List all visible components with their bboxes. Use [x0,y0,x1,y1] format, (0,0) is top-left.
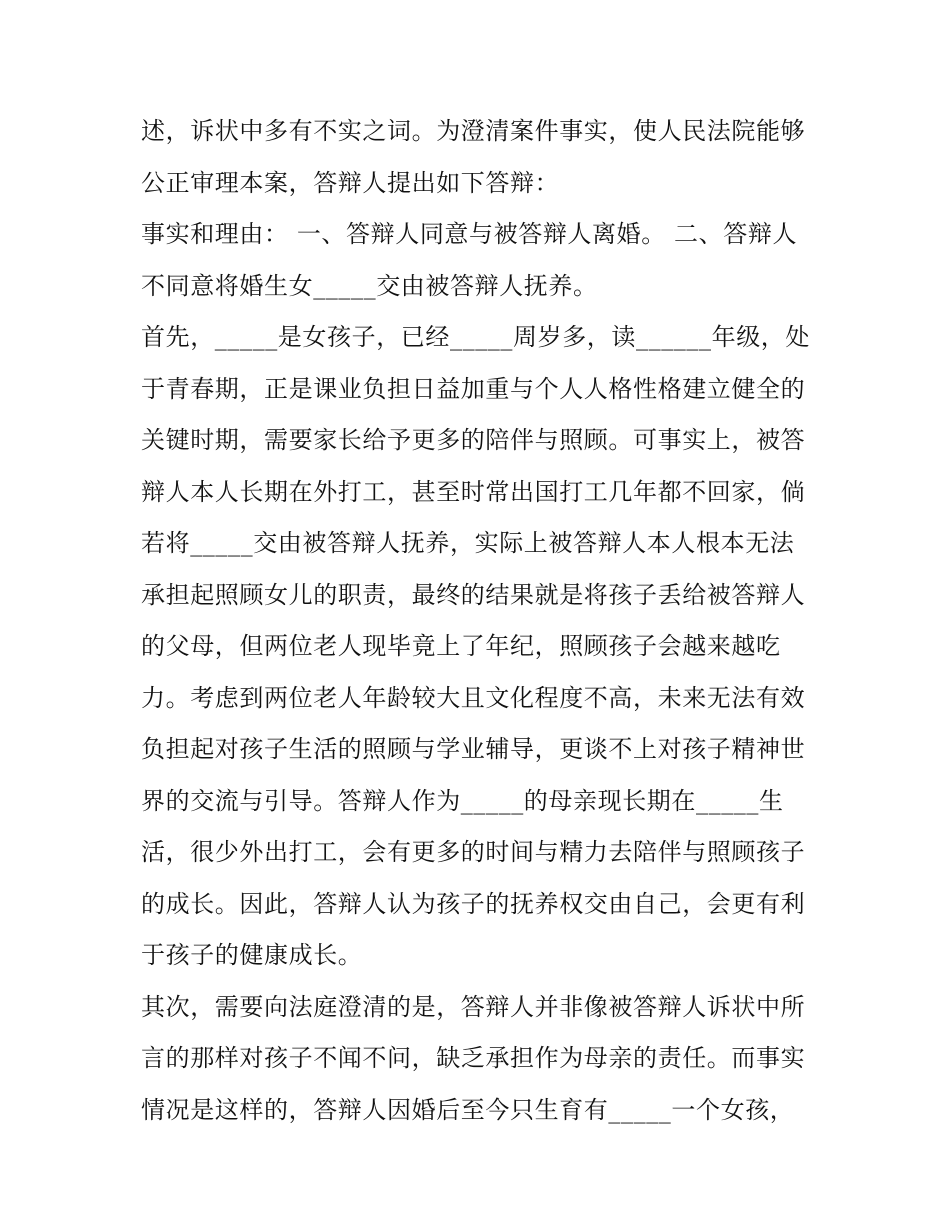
text-line: 承担起照顾女儿的职责，最终的结果就是将孩子丢给被答辩人 [141,580,806,609]
text-line: 的父母，但两位老人现毕竟上了年纪，照顾孩子会越来越吃 [141,632,781,660]
text-line: 首先，_____是女孩子，已经_____周岁多，读______年级，处 [141,323,810,351]
text-line: 辩人本人长期在外打工，甚至时常出国打工几年都不回家，倘 [141,477,806,506]
text-line: 不同意将婚生女_____交由被答辩人抚养。 [141,271,598,300]
text-line: 言的那样对孩子不闻不问，缺乏承担作为母亲的责任。而事实 [141,1044,806,1072]
text-line: 若将_____交由被答辩人抚养，实际上被答辩人本人根本无法 [141,529,795,557]
text-line: 界的交流与引导。答辩人作为_____的母亲现长期在_____生 [141,786,784,815]
text-line: 其次，需要向法庭澄清的是，答辩人并非像被答辩人诉状中所 [141,992,806,1021]
text-line: 力。考虑到两位老人年龄较大且文化程度不高，未来无法有效 [141,683,806,712]
text-line: 活，很少外出打工，会有更多的时间与精力去陪伴与照顾孩子 [141,838,806,866]
text-line: 负担起对孩子生活的照顾与学业辅导，更谈不上对孩子精神世 [141,735,806,763]
text-line: 事实和理由： 一、答辩人同意与被答辩人离婚。 二、答辩人 [141,220,798,248]
text-line: 于青春期，正是课业负担日益加重与个人人格性格建立健全的 [141,374,806,403]
text-line: 述，诉状中多有不实之词。为澄清案件事实，使人民法院能够 [141,117,806,145]
text-line: 公正审理本案，答辩人提出如下答辩： [141,168,560,197]
document-body [141,106,821,1136]
text-line: 关键时期，需要家长给予更多的陪伴与照顾。可事实上，被答 [141,426,806,454]
text-line: 的成长。因此，答辩人认为孩子的抚养权交由自己，会更有利 [141,889,806,918]
text-line: 于孩子的健康成长。 [141,941,363,969]
text-line: 情况是这样的，答辩人因婚后至今只生育有_____一个女孩， [141,1095,795,1124]
